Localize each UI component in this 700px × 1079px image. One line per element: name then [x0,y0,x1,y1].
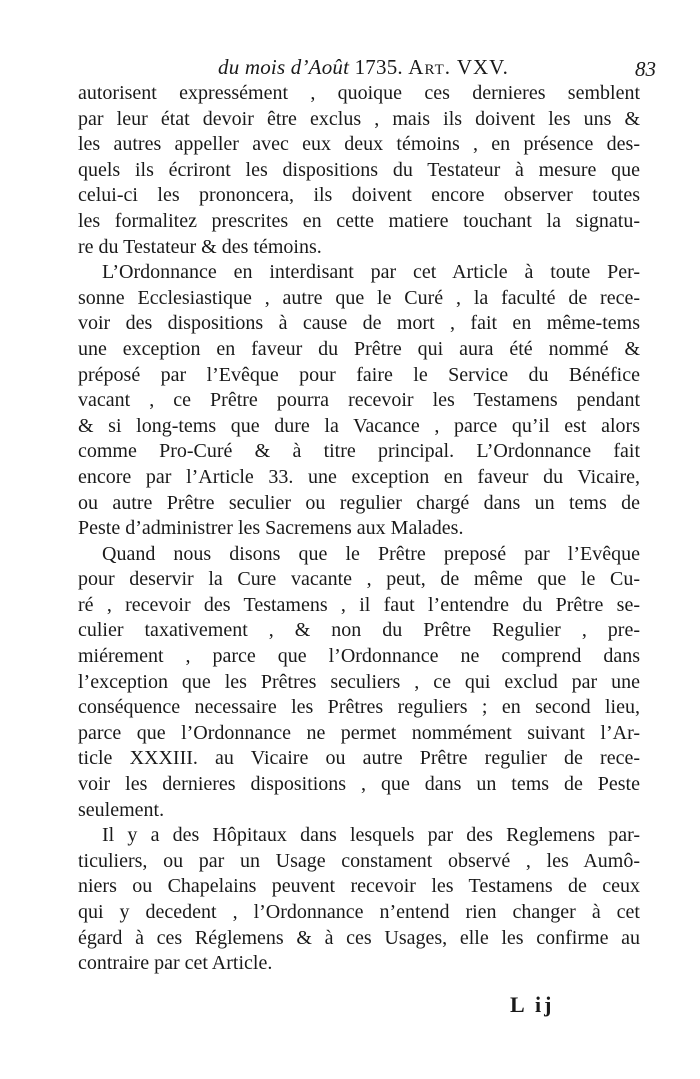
text-line: ticle XXXIII. au Vicaire ou autre Prêtre regulier de rece- [78,747,640,770]
text-line: re du Testateur & des témoins. [78,235,322,258]
text-line: comme Pro-Curé & à titre principal. L’Ordonnance fait [78,440,640,463]
text-line: l’exception que les Prêtres seculiers , ce qui exclud par une [78,670,640,693]
running-head-year: 1735. [354,55,403,79]
running-head [218,55,509,80]
text-line: Il y a des Hôpitaux dans lesquels par des Reglemens par- [102,824,640,847]
running-head-article: Art. VXV. [408,55,509,79]
running-head-date: du mois d’Août [218,55,350,79]
text-line: vacant , ce Prêtre pourra recevoir les Testamens pendant [78,389,640,412]
text-line: niers ou Chapelains peuvent recevoir les Testamens de ceux [78,875,640,898]
text-line: les formalitez prescrites en cette matiere touchant la signatu- [78,209,640,232]
text-line: & si long-tems que dure la Vacance , parce qu’il est alors [78,414,640,437]
text-line: qui y decedent , l’Ordonnance n’entend rien changer à cet [78,901,640,923]
text-line: ré , recevoir des Testamens , il faut l’entendre du Prêtre se- [78,593,640,616]
text-line: pour deservir la Cure vacante , peut, de même que le Cu- [78,568,640,591]
text-line: L’Ordonnance en interdisant par cet Article à toute Per- [102,261,640,284]
text-line: conséquence necessaire les Prêtres reguliers ; en second lieu, [78,696,640,719]
text-line: celui-ci les prononcera, ils doivent encore observer toutes [78,184,640,207]
text-line: par leur état devoir être exclus , mais ils doivent les uns & [78,107,640,130]
text-line: parce que l’Ordonnance ne permet nommément suivant l’Ar- [78,721,640,744]
signature-mark: L ij [510,992,555,1017]
page-number: 83 [635,57,656,81]
text-line: voir les dernieres dispositions , que dans un tems de Peste [78,773,640,796]
body-text [78,81,640,977]
text-line: préposé par l’Evêque pour faire le Service du Bénéfice [78,363,640,386]
text-line: égard à ces Réglemens & à ces Usages, elle les confirme au [78,926,640,949]
text-line: sonne Ecclesiastique , autre que le Curé , la faculté de rece- [78,286,640,309]
text-line: seulement. [78,798,165,821]
text-line: ou autre Prêtre seculier ou regulier chargé dans un tems de [78,491,640,514]
text-line: autorisent expressément , quoique ces dernieres semblent [78,82,640,104]
text-line: Peste d’administrer les Sacremens aux Malades. [78,517,464,540]
text-line: culier taxativement , & non du Prêtre Regulier , pre- [78,619,640,642]
text-line: quels ils écriront les dispositions du Testateur à mesure que [78,158,640,181]
text-line: Quand nous disons que le Prêtre preposé par l’Evêque [102,542,640,565]
text-line: voir des dispositions à cause de mort , fait en même-tems [78,312,640,335]
text-line: les autres appeller avec eux deux témoins , en présence des- [78,133,640,156]
text-line: encore par l’Article 33. une exception en faveur du Vicaire, [78,465,640,488]
text-line: contraire par cet Article. [78,952,273,975]
text-line: une exception en faveur du Prêtre qui aura été nommé & [78,337,640,360]
text-line: miérement , parce que l’Ordonnance ne comprend dans [78,645,640,668]
text-line: ticuliers, ou par un Usage constament observé , les Aumô- [78,849,640,872]
